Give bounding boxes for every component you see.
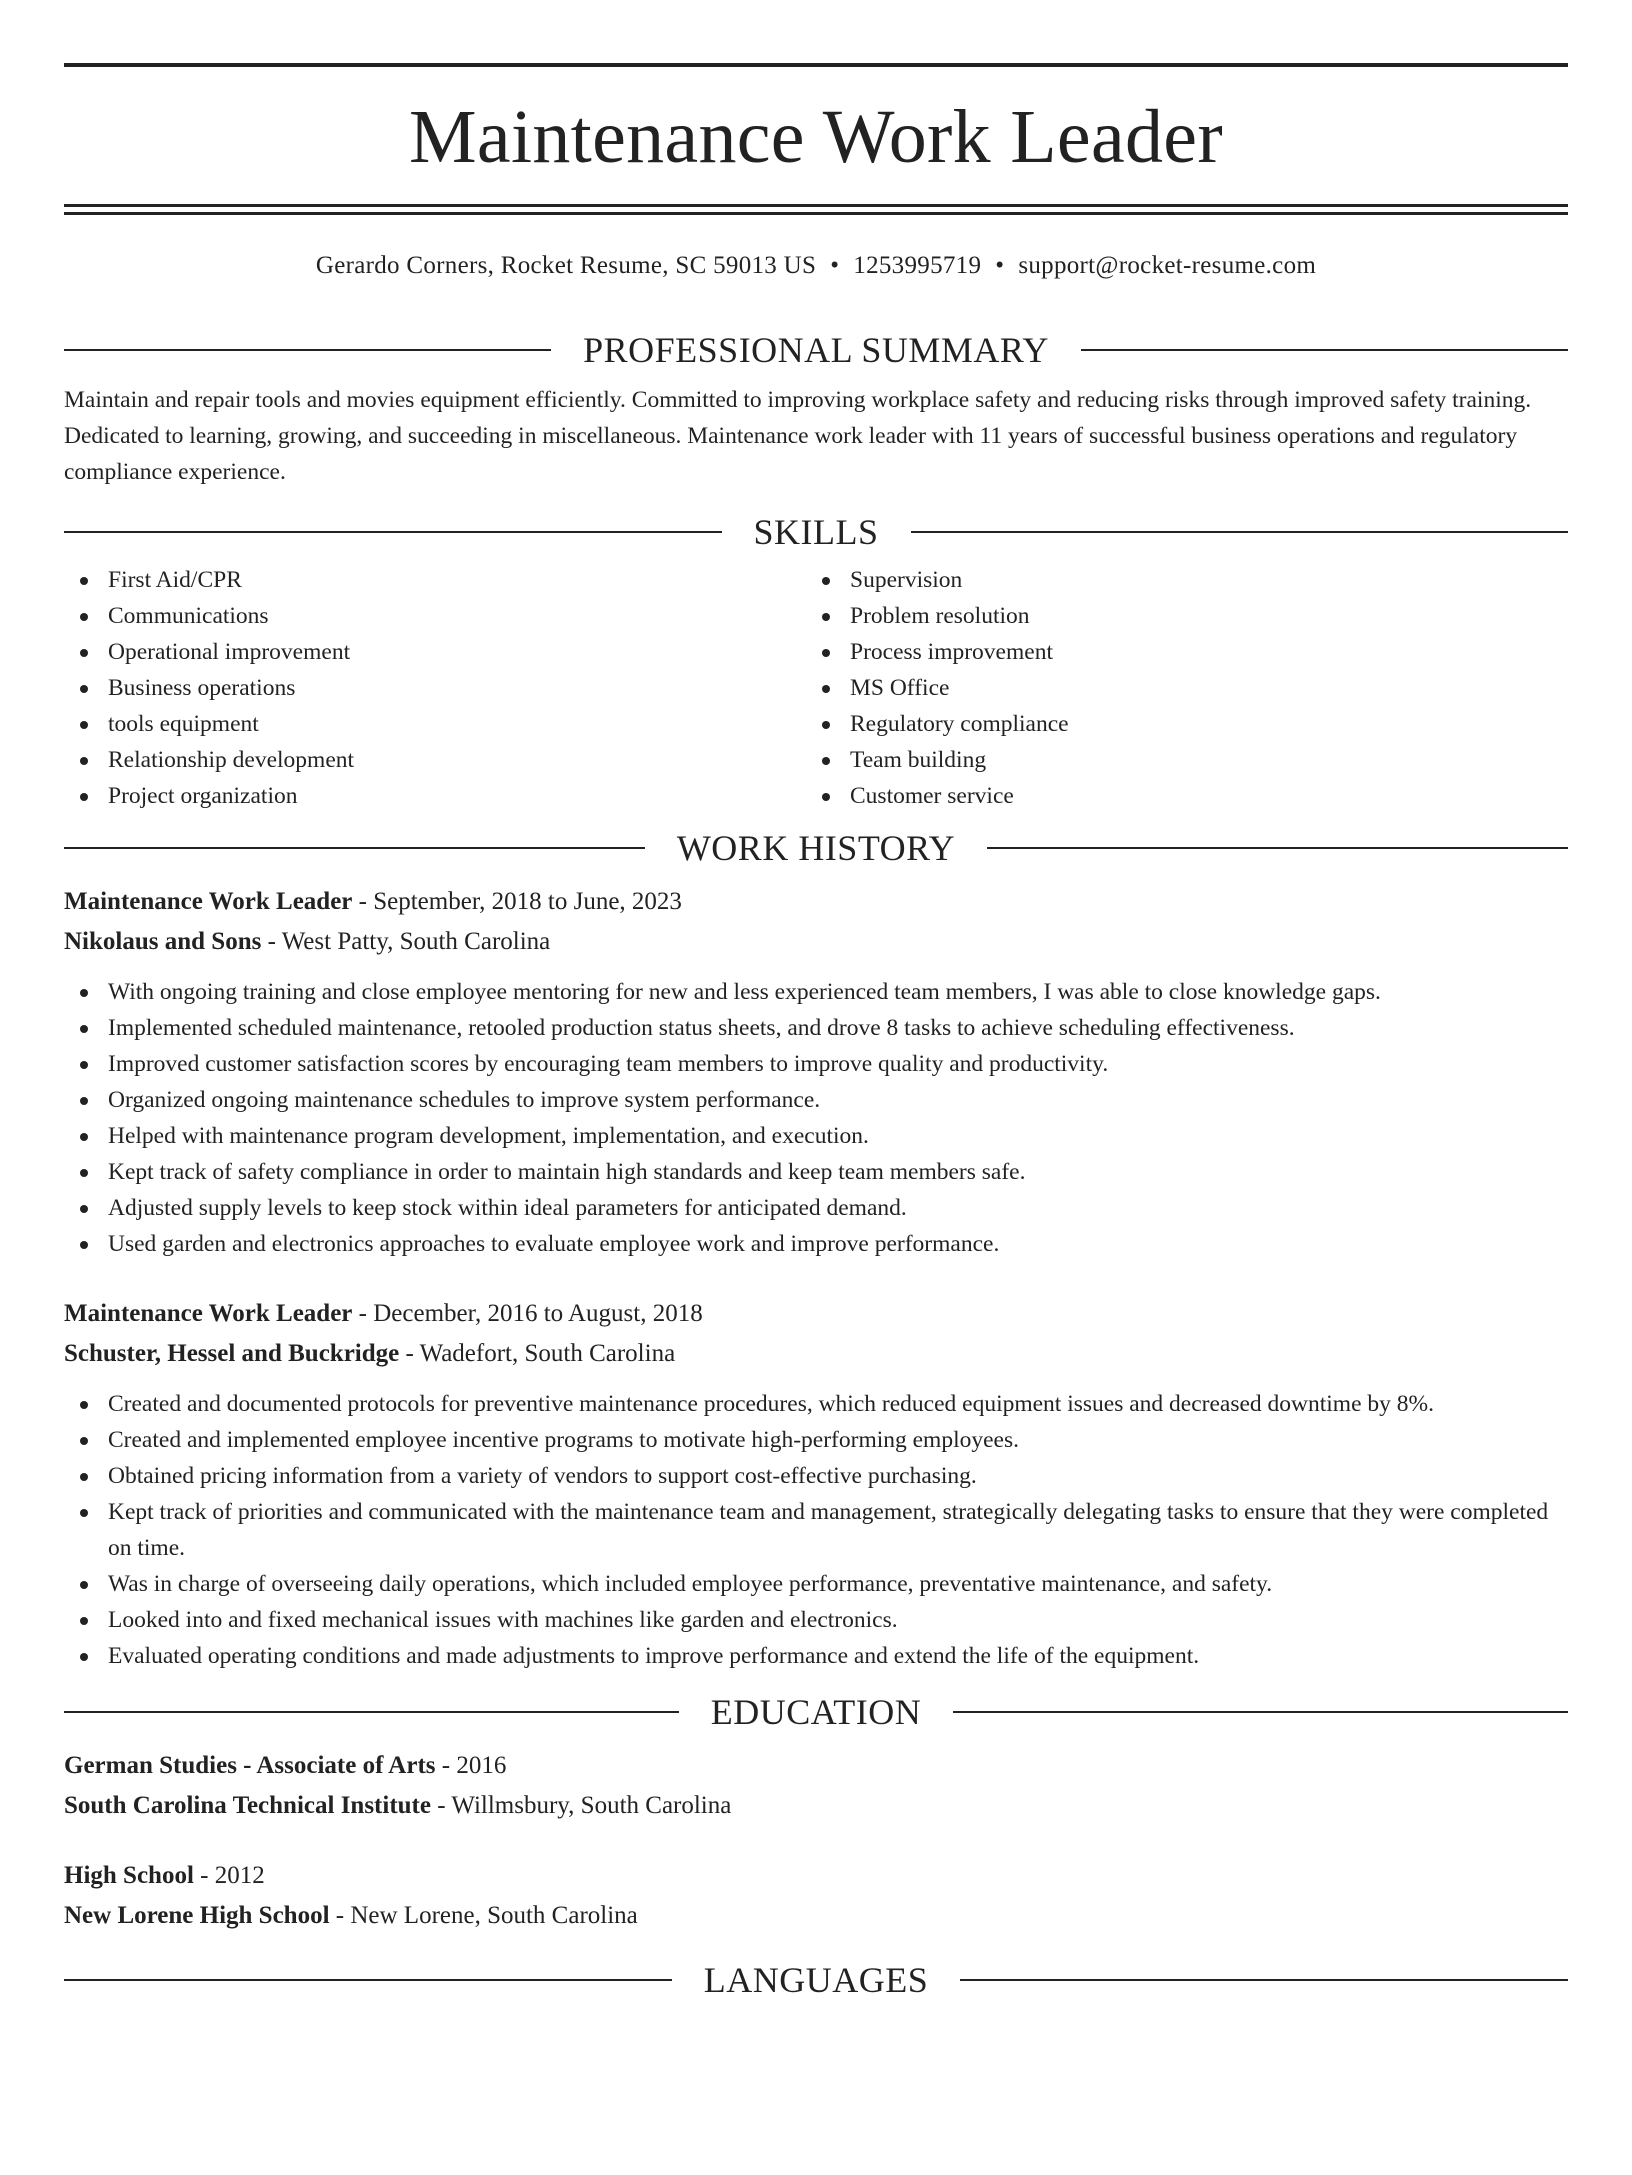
job-bullet: Used garden and electronics approaches to evaluate employee work and improve performance. [64, 1226, 1568, 1262]
summary-text: Maintain and repair tools and movies equipment efficiently. Committed to improving workplace safety and reducing risks through improved safety training. Dedicated to learning, growing, and succeeding in miscellaneous. Maintenance work leader with 11 years of successful business operations and regulatory compliance experience. [64, 387, 1532, 485]
contact-email: support@rocket-resume.com [1018, 252, 1317, 279]
contact-separator: • [995, 252, 1005, 279]
heading-rule-left [64, 349, 551, 351]
job-company: Schuster, Hessel and Buckridge [64, 1340, 400, 1367]
skill-item: Relationship development [64, 742, 806, 778]
skill-item: Process improvement [806, 634, 1548, 670]
education-school-line [64, 1786, 1568, 1826]
skill-item: Customer service [806, 778, 1548, 814]
heading-rule-right [1081, 349, 1568, 351]
summary-heading [64, 328, 1568, 372]
heading-rule-right [953, 1711, 1568, 1713]
skill-item: Business operations [64, 670, 806, 706]
job-bullet: Created and implemented employee incentive programs to motivate high-performing employees. [64, 1422, 1568, 1458]
job-bullet: Obtained pricing information from a variety of vendors to support cost-effective purchasing. [64, 1458, 1568, 1494]
job-bullet-list [64, 974, 1568, 1262]
education-school: South Carolina Technical Institute [64, 1792, 431, 1819]
education-location: - New Lorene, South Carolina [329, 1902, 638, 1929]
skill-item: Problem resolution [806, 598, 1548, 634]
job-location: - Wadefort, South Carolina [399, 1340, 676, 1367]
job-company: Nikolaus and Sons [64, 928, 262, 955]
job-bullet: With ongoing training and close employee mentoring for new and less experienced team members, I was able to close knowledge gaps. [64, 974, 1568, 1010]
skill-item: Operational improvement [64, 634, 806, 670]
job-company-line [64, 922, 1568, 962]
skill-item: MS Office [806, 670, 1548, 706]
job-entry [64, 882, 1568, 1262]
work-heading-label: WORK HISTORY [676, 828, 956, 868]
job-title-line [64, 1294, 1568, 1334]
contact-phone: 1253995719 [853, 252, 982, 279]
job-bullet: Created and documented protocols for preventive maintenance procedures, which reduced equipment issues and decreased downtime by 8%. [64, 1386, 1568, 1422]
skills-columns [64, 562, 1568, 814]
heading-rule-right [911, 531, 1569, 533]
education-year: - 2016 [435, 1752, 507, 1779]
job-title-line [64, 882, 1568, 922]
skills-list-right [806, 562, 1548, 814]
job-company-line [64, 1334, 1568, 1374]
job-bullet: Was in charge of overseeing daily operations, which included employee performance, preventative maintenance, and safety. [64, 1566, 1568, 1602]
skills-heading [64, 510, 1568, 554]
heading-rule-right [987, 847, 1568, 849]
work-heading [64, 826, 1568, 870]
education-degree-line [64, 1856, 1568, 1896]
education-heading [64, 1690, 1568, 1734]
education-location: - Willmsbury, South Carolina [430, 1792, 732, 1819]
job-bullet: Adjusted supply levels to keep stock within ideal parameters for anticipated demand. [64, 1190, 1568, 1226]
skills-heading-label: SKILLS [753, 512, 879, 552]
job-bullet: Improved customer satisfaction scores by encouraging team members to improve quality and productivity. [64, 1046, 1568, 1082]
contact-line [64, 250, 1568, 282]
education-degree: High School [64, 1862, 194, 1889]
skill-item: tools equipment [64, 706, 806, 742]
heading-rule-left [64, 1711, 679, 1713]
skill-item: Communications [64, 598, 806, 634]
skill-item: Team building [806, 742, 1548, 778]
skill-item: Regulatory compliance [806, 706, 1548, 742]
job-entry [64, 1294, 1568, 1674]
education-degree: German Studies - Associate of Arts [64, 1752, 436, 1779]
job-bullet: Looked into and fixed mechanical issues with machines like garden and electronics. [64, 1602, 1568, 1638]
skill-item: Supervision [806, 562, 1548, 598]
job-bullet: Evaluated operating conditions and made adjustments to improve performance and extend the life of the equipment. [64, 1638, 1568, 1674]
education-year: - 2012 [193, 1862, 265, 1889]
job-bullet: Organized ongoing maintenance schedules to improve system performance. [64, 1082, 1568, 1118]
skills-list-left [64, 562, 806, 814]
heading-rule-left [64, 847, 645, 849]
languages-heading-label: LANGUAGES [703, 1960, 929, 2000]
languages-heading [64, 1958, 1568, 2002]
job-bullet: Helped with maintenance program development, implementation, and execution. [64, 1118, 1568, 1154]
contact-address: Gerardo Corners, Rocket Resume, SC 59013 US [315, 252, 817, 279]
heading-rule-right [960, 1979, 1568, 1981]
skill-item: First Aid/CPR [64, 562, 806, 598]
job-location: - West Patty, South Carolina [261, 928, 551, 955]
title-double-rule [64, 204, 1568, 215]
education-entry [64, 1856, 1568, 1936]
resume-title: Maintenance Work Leader [409, 95, 1223, 179]
education-entry [64, 1746, 1568, 1826]
job-dates: - September, 2018 to June, 2023 [352, 888, 682, 915]
skill-item: Project organization [64, 778, 806, 814]
job-bullet: Kept track of safety compliance in order to maintain high standards and keep team members safe. [64, 1154, 1568, 1190]
education-heading-label: EDUCATION [710, 1692, 922, 1732]
job-role: Maintenance Work Leader [64, 888, 353, 915]
resume-page [0, 63, 1632, 2175]
education-degree-line [64, 1746, 1568, 1786]
job-dates: - December, 2016 to August, 2018 [352, 1300, 703, 1327]
job-bullet-list [64, 1386, 1568, 1674]
heading-rule-left [64, 531, 722, 533]
heading-rule-left [64, 1979, 672, 1981]
education-school: New Lorene High School [64, 1902, 330, 1929]
education-school-line [64, 1896, 1568, 1936]
summary-heading-label: PROFESSIONAL SUMMARY [583, 330, 1049, 370]
job-bullet: Implemented scheduled maintenance, retooled production status sheets, and drove 8 tasks to achieve scheduling effectiveness. [64, 1010, 1568, 1046]
contact-separator: • [830, 252, 840, 279]
job-bullet: Kept track of priorities and communicated with the maintenance team and management, strategically delegating tasks to ensure that they were completed on time. [64, 1494, 1568, 1566]
job-role: Maintenance Work Leader [64, 1300, 353, 1327]
